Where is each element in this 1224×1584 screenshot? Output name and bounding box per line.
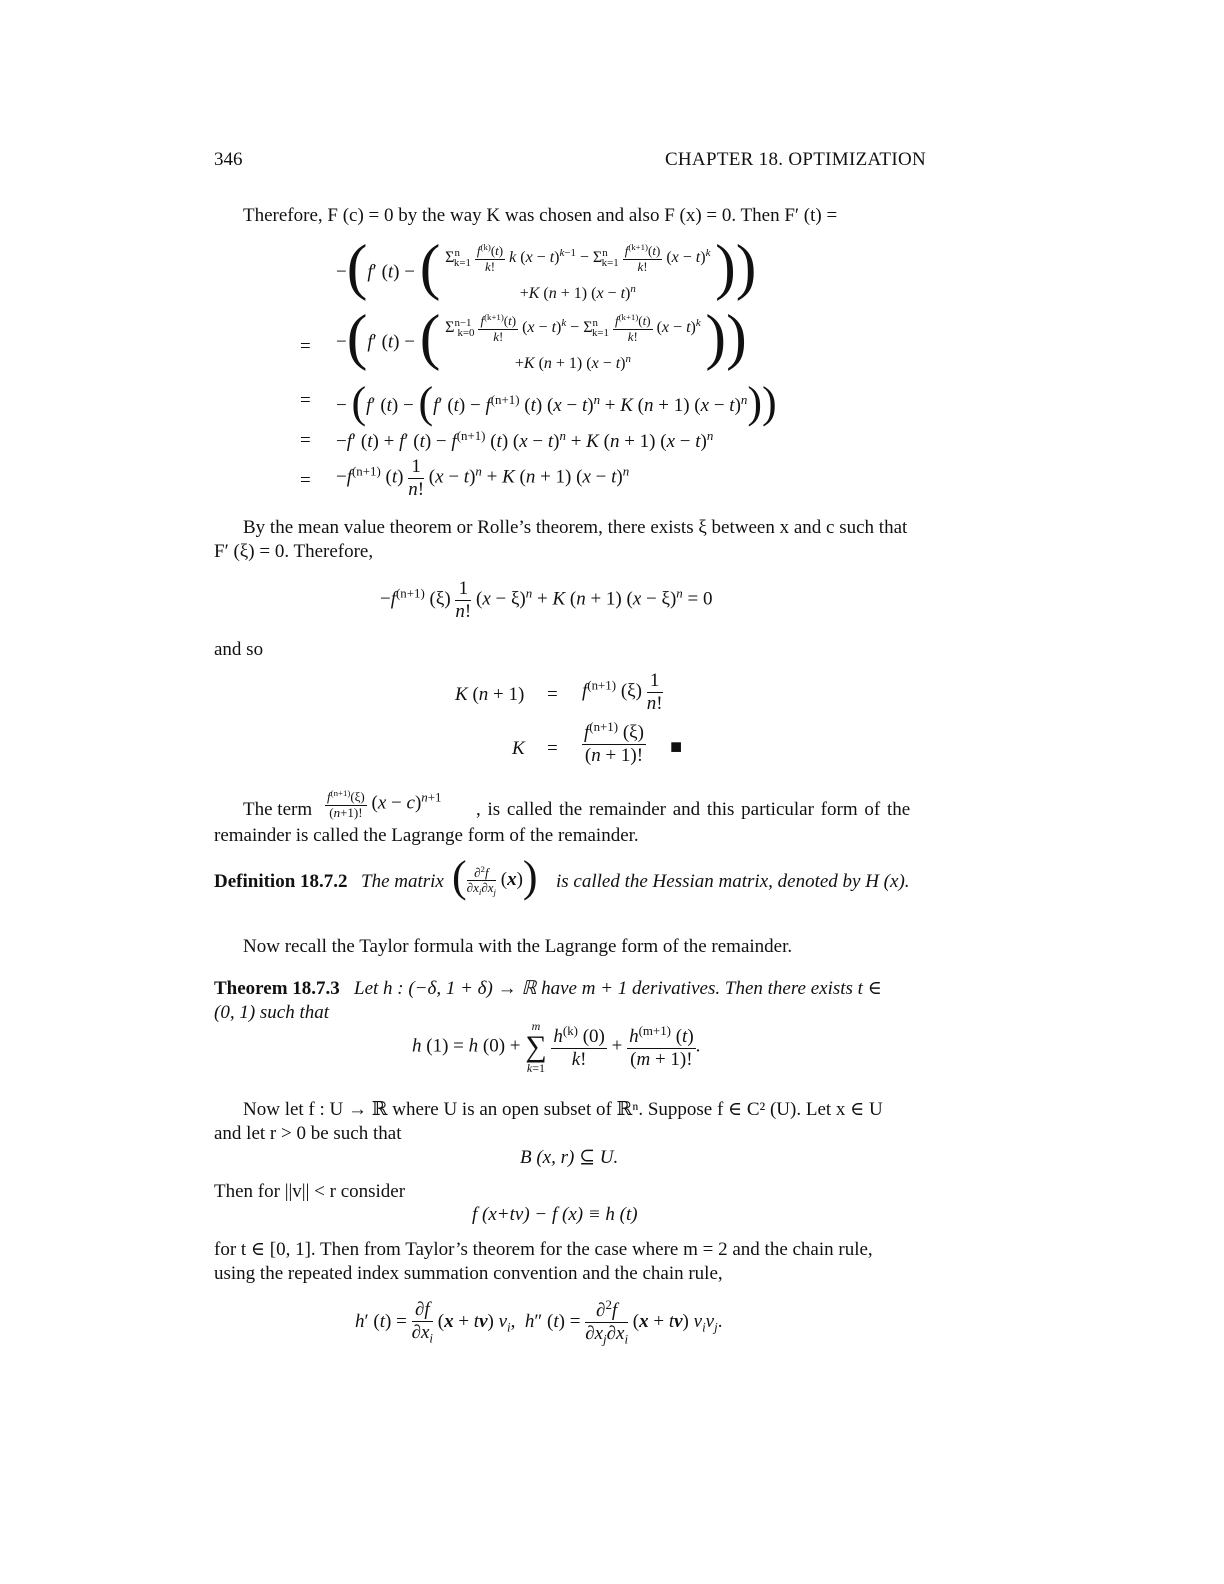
equals-sign: = <box>300 390 311 411</box>
equation-xi: $-f^{(n+1)}$ (ξ) $\frac{1}{n!}$ $(x - \xi)^n + K$ (n + 1) $(x - \xi)^n = 0$ <box>380 578 713 622</box>
hessian-entry: ( $\frac{\partial^2f}{\partial x_i\partial x_j}$ (x)) <box>452 852 538 901</box>
term-prefix: The term <box>243 799 313 820</box>
chapter-title: CHAPTER 18. OPTIMIZATION <box>664 149 926 170</box>
paragraph-therefore: Therefore, F (c) = 0 by the way K was chosen and also F (x) = 0. Then F′ (t) = <box>243 205 838 226</box>
equals-sign: = <box>547 738 558 759</box>
equation-K-2-rhs: $\frac{f^{(n+1)} (\xi)}{(n + 1)!}$ <box>584 719 644 766</box>
paragraph-consider: Then for ||v|| < r consider <box>214 1181 406 1202</box>
definition-text-b: is called the Hessian matrix, denoted by H (x). <box>556 871 910 892</box>
equals-sign: = <box>300 430 311 451</box>
term-line-2: remainder is called the Lagrange form of the remainder. <box>214 825 639 846</box>
paragraph-taylor-case: for t ∈ [0, 1]. Then from Taylor’s theorem for the case where m = 2 and the chain rule, <box>214 1239 873 1260</box>
derivation-line-1: −(f′ (t) − ( $\Sigma^n_{k=1}$ $\frac{f^{(k)}(t)}{k!}$ k $(x - t)^{k-1} - \Sigma^n_{k=1}$ $\frac{f^{(k+1)}(t)}{k!}$ $(x - t)^k$ +K (n + 1) $(x - t)^n$ )) <box>336 233 757 302</box>
equals-sign: = <box>300 470 311 491</box>
equals-sign: = <box>300 336 311 357</box>
definition-text-a: The matrix <box>361 871 444 892</box>
derivation-line-4: −f′ (t) + f′ $(t) - f^{(n+1)}$ (t) $(x - t)^n + K$ (n + 1) $(x - t)^n$ <box>336 428 714 453</box>
recall-paragraph: Now recall the Taylor formula with the Lagrange form of the remainder. <box>243 936 793 957</box>
paragraph-mean-value: By the mean value theorem or Rolle’s theorem, there exists ξ between x and c such that <box>243 517 908 538</box>
derivation-line-3: − (f′ (t) − (f′ $(t) - f^{(n+1)}$ (t) $(x - t)^n + K$ (n + 1) $(x - t)^n$)) <box>336 378 777 427</box>
page-number: 346 <box>214 149 243 170</box>
theorem-text-2: (0, 1) such that <box>214 1002 330 1023</box>
and-so-text: and so <box>214 639 264 660</box>
ball-condition: B (x, r) ⊆ U. <box>520 1147 619 1168</box>
equation-K-2-lhs: K <box>512 738 525 759</box>
taylor-formula: h (1) = h (0) + m ∑ k=1 $\frac{h^{(k)} (0)}{k!}$ + $\frac{h^{(m+1)} (t)}{(m + 1)!}$ . <box>412 1019 701 1075</box>
theorem-text: Let h : (−δ, 1 + δ) → ℝ have m + 1 derivatives. Then there exists t ∈ <box>354 978 882 999</box>
derivatives-of-h: h′ (t) = $\frac{\partial f}{\partial x_i}$ (x + tv) $v_i$, h″ (t) = $\frac{\partial^2f}{\partial x_j\partial x_i}$ (x + tv) $v_iv_j$. <box>355 1297 723 1347</box>
paragraph-taylor-case-2: using the repeated index summation convention and the chain rule, <box>214 1263 723 1284</box>
paragraph-let-f-2: and let r > 0 be such that <box>214 1123 402 1144</box>
h-definition: f (x+tv) − f (x) ≡ h (t) <box>472 1204 638 1225</box>
equals-sign: = <box>547 684 558 705</box>
derivation-line-5: $-f^{(n+1)}$ (t) $\frac{1}{n!}$ $(x - t)^n + K$ (n + 1) $(x - t)^n$ <box>336 456 630 500</box>
derivation-line-2: −(f′ (t) − ( $\Sigma^{n-1}_{k=0}$ $\frac{f^{(k+1)}(t)}{k!}$ $(x - t)^k - \Sigma^n_{k=1}$ $\frac{f^{(k+1)}(t)}{k!}$ $(x - t)^k$ +K (n + 1) $(x - t)^n$ )) <box>336 303 747 372</box>
theorem-label: Theorem 18.7.3 <box>214 978 340 999</box>
equation-K-1-rhs: $f^{(n+1)}$ (ξ) $\frac{1}{n!}$ <box>582 670 663 714</box>
qed-symbol: ■ <box>670 736 683 758</box>
remainder-term: $\frac{f^{(n+1)}(\xi)}{(n+1)!}$ $(x - c)^{n+1}$ <box>327 788 442 820</box>
term-suffix: , is called the remainder and this particular form of the <box>476 799 911 820</box>
paragraph-let-f: Now let f : U → ℝ where U is an open subset of ℝⁿ. Suppose f ∈ C² (U). Let x ∈ U <box>243 1099 883 1120</box>
paragraph-mean-value-2: F′ (ξ) = 0. Therefore, <box>214 541 374 562</box>
definition-label: Definition 18.7.2 <box>214 871 348 892</box>
equation-K-1-lhs: K (n + 1) <box>455 684 525 705</box>
